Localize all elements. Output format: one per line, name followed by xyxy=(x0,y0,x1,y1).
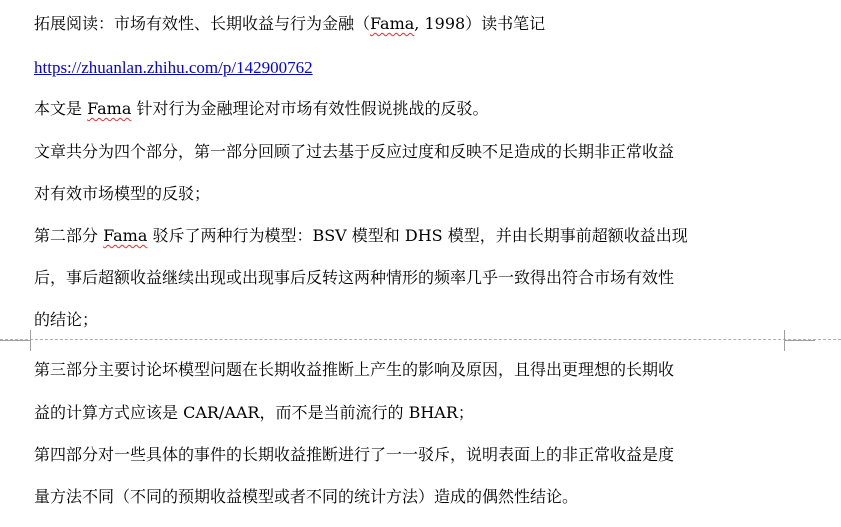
p3-prefix: 第二部分 xyxy=(34,226,104,245)
p1-prefix: 本文是 xyxy=(34,99,88,118)
paragraph-intro xyxy=(34,99,488,119)
spellcheck-word-fama: Fama xyxy=(103,226,148,245)
paragraph-part2-line1 xyxy=(34,226,688,246)
title-suffix: , 1998）读书笔记 xyxy=(414,14,546,33)
paragraph-part3-line2: 益的计算方式应该是 CAR/AAR，而不是当前流行的 BHAR； xyxy=(34,403,474,422)
spellcheck-word-fama: Fama xyxy=(87,99,132,118)
link-line xyxy=(34,58,313,78)
paragraph-part1-line2: 对有效市场模型的反驳； xyxy=(34,184,211,203)
page-corner-mark xyxy=(0,340,31,351)
paragraph-part4-line1: 第四部分对一些具体的事件的长期收益推断进行了一一驳斥，说明表面上的非正常收益是度 xyxy=(34,445,675,464)
paragraph-part2-line2: 后，事后超额收益继续出现或出现事后反转这两种情形的频率几乎一致得出符合市场有效性 xyxy=(34,268,675,287)
page-break-divider xyxy=(0,339,841,340)
page-corner-mark xyxy=(784,340,815,351)
paragraph-part2-line3: 的结论； xyxy=(34,310,99,329)
paragraph-part3-line1: 第三部分主要讨论坏模型问题在长期收益推断上产生的影响及原因，且得出更理想的长期收 xyxy=(34,360,675,379)
zhihu-link[interactable]: https://zhuanlan.zhihu.com/p/142900762 xyxy=(34,58,313,77)
p1-suffix: 针对行为金融理论对市场有效性假说挑战的反驳。 xyxy=(131,99,489,118)
p3-line1-suffix: 驳斥了两种行为模型：BSV 模型和 DHS 模型，并由长期事前超额收益出现 xyxy=(147,226,688,245)
paragraph-part4-line2: 量方法不同（不同的预期收益模型或者不同的统计方法）造成的偶然性结论。 xyxy=(34,487,579,506)
title-prefix: 拓展阅读：市场有效性、长期收益与行为金融（ xyxy=(34,14,371,33)
spellcheck-word-fama: Fama xyxy=(370,14,415,33)
paragraph-part1-line1: 文章共分为四个部分，第一部分回顾了过去基于反应过度和反映不足造成的长期非正常收益 xyxy=(34,142,675,161)
document-title xyxy=(34,14,545,34)
